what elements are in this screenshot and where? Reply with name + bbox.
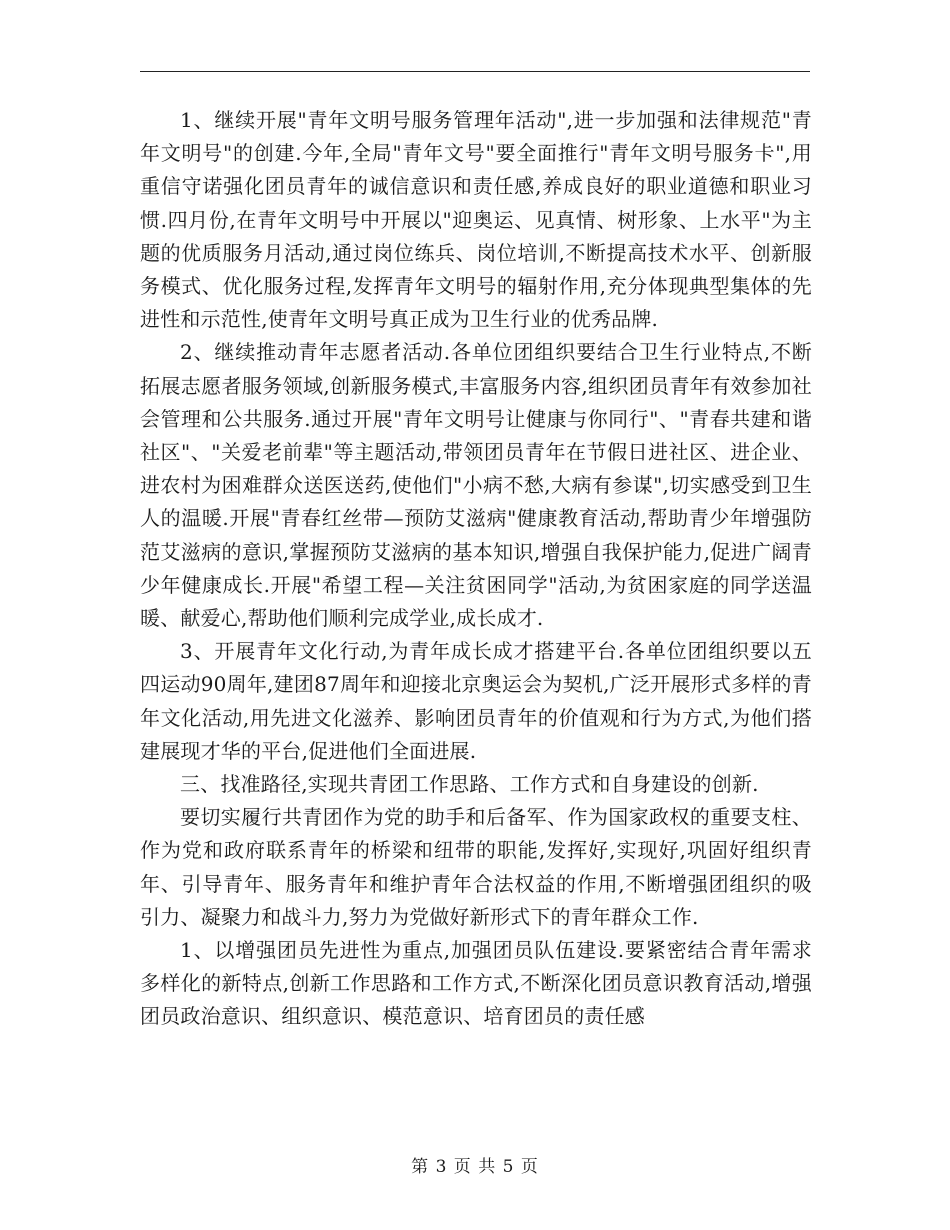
- paragraph-3: 3、开展青年文化行动,为青年成长成才搭建平台.各单位团组织要以五四运动90周年,建团87周年和迎接北京奥运会为契机,广泛开展形式多样的青年文化活动,用先进文化滋养、影响团员青年的价值观和行为方式,为他们搭建展现才华的平台,促进他们全面进展.: [140, 639, 812, 763]
- paragraph-4: 要切实履行共青团作为党的助手和后备军、作为国家政权的重要支柱、作为党和政府联系青年的桥梁和纽带的职能,发挥好,实现好,巩固好组织青年、引导青年、服务青年和维护青年合法权益的作用,不断增强团组织的吸引力、凝聚力和战斗力,努力为党做好新形式下的青年群众工作.: [140, 805, 812, 929]
- page-number: 第 3 页 共 5 页: [411, 1157, 539, 1177]
- paragraph-5: 1、以增强团员先进性为重点,加强团员队伍建设.要紧密结合青年需求多样化的新特点,创新工作思路和工作方式,不断深化团员意识教育活动,增强团员政治意识、组织意识、模范意识、培育团员的责任感: [140, 938, 812, 1029]
- header-rule: [140, 71, 810, 72]
- section-heading: 三、找准路径,实现共青团工作思路、工作方式和自身建设的创新.: [180, 772, 759, 797]
- body-text: [140, 104, 812, 1034]
- paragraph-2: 2、继续推动青年志愿者活动.各单位团组织要结合卫生行业特点,不断拓展志愿者服务领域,创新服务模式,丰富服务内容,组织团员青年有效参加社会管理和公共服务.通过开展"青年文明号让健康与你同行"、"青春共建和谐社区"、"关爱老前辈"等主题活动,带领团员青年在节假日进社区、进企业、进农村为困难群众送医送药,使他们"小病不愁,大病有参谋",切实感受到卫生人的温暖.开展"青春红丝带—预防艾滋病"健康教育活动,帮助青少年增强防范艾滋病的意识,掌握预防艾滋病的基本知识,增强自我保护能力,促进广阔青少年健康成长.开展"希望工程—关注贫困同学"活动,为贫困家庭的同学送温暖、献爱心,帮助他们顺利完成学业,成长成才.: [140, 340, 812, 631]
- paragraph-1: 1、继续开展"青年文明号服务管理年活动",进一步加强和法律规范"青年文明号"的创建.今年,全局"青年文号"要全面推行"青年文明号服务卡",用重信守诺强化团员青年的诚信意识和责任感,养成良好的职业道德和职业习惯.四月份,在青年文明号中开展以"迎奥运、见真情、树形象、上水平"为主题的优质服务月活动,通过岗位练兵、岗位培训,不断提高技术水平、创新服务模式、优化服务过程,发挥青年文明号的辐射作用,充分体现典型集体的先进性和示范性,使青年文明号真正成为卫生行业的优秀品牌.: [140, 108, 812, 332]
